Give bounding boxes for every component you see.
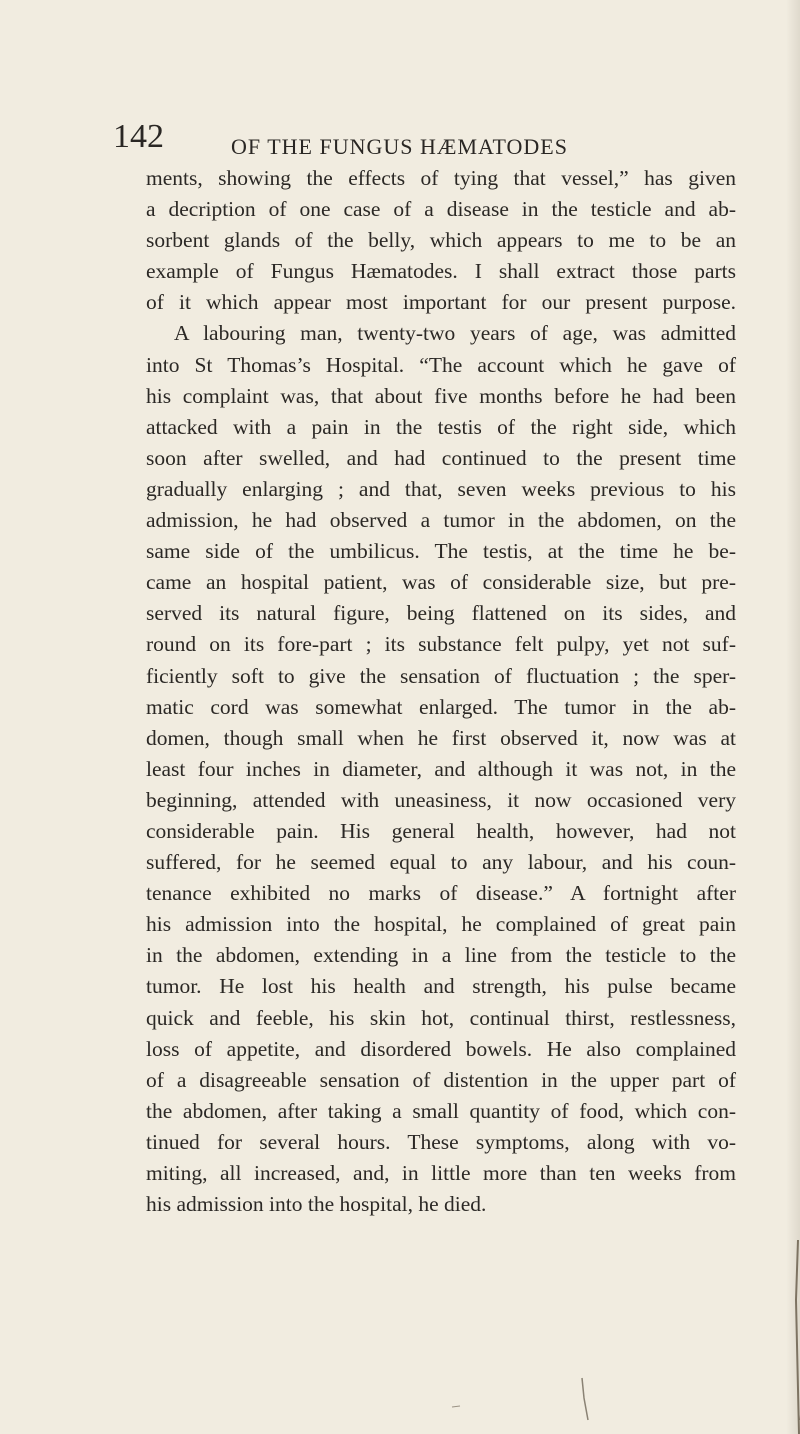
- page-number: 142: [113, 118, 164, 155]
- text-line: quick and feeble, his skin hot, continual thirst, restlessness,: [146, 1005, 736, 1030]
- text-line: domen, though small when he first observed it, now was at: [146, 725, 736, 750]
- text-line: a decription of one case of a disease in the testicle and ab-: [146, 197, 736, 222]
- text-line: his admission into the hospital, he died.: [146, 1192, 487, 1217]
- text-line: tenance exhibited no marks of disease.” A fortnight after: [146, 881, 736, 906]
- text-line: in the abdomen, extending in a line from the testicle to the: [146, 943, 736, 968]
- stray-mark: [582, 1378, 588, 1420]
- text-line: of it which appear most important for our present purpose.: [146, 290, 736, 315]
- text-line: the abdomen, after taking a small quantity of food, which con-: [146, 1098, 736, 1123]
- text-line: round on its fore-part ; its substance felt pulpy, yet not suf-: [146, 632, 736, 657]
- edge-mark-1: [796, 1240, 799, 1434]
- text-line: of a disagreeable sensation of distention in the upper part of: [146, 1067, 736, 1092]
- text-line: example of Fungus Hæmatodes. I shall extract those parts: [146, 259, 736, 284]
- text-line: tinued for several hours. These symptoms, along with vo-: [146, 1129, 736, 1154]
- text-line: soon after swelled, and had continued to the present time: [146, 445, 736, 470]
- text-line: sorbent glands of the belly, which appears to me to be an: [146, 228, 736, 253]
- running-title: OF THE FUNGUS HÆMATODES: [231, 134, 568, 159]
- text-line: attacked with a pain in the testis of the right side, which: [146, 414, 736, 439]
- text-line: came an hospital patient, was of considerable size, but pre-: [146, 570, 736, 595]
- text-line: his admission into the hospital, he complained of great pain: [146, 912, 736, 937]
- text-line: tumor. He lost his health and strength, his pulse became: [146, 974, 736, 999]
- text-line: miting, all increased, and, in little more than ten weeks from: [146, 1161, 736, 1185]
- text-line: suffered, for he seemed equal to any labour, and his coun-: [146, 850, 736, 875]
- text-line: gradually enlarging ; and that, seven weeks previous to his: [146, 476, 736, 501]
- text-line: into St Thomas’s Hospital. “The account which he gave of: [146, 352, 736, 377]
- text-line: same side of the umbilicus. The testis, at the time he be-: [146, 539, 736, 564]
- text-line: ments, showing the effects of tying that vessel,” has given: [146, 166, 736, 190]
- text-line: his complaint was, that about five months before he had been: [146, 383, 736, 408]
- text-line: ficiently soft to give the sensation of fluctuation ; the sper-: [146, 663, 736, 688]
- text-line: served its natural figure, being flattened on its sides, and: [146, 601, 736, 626]
- text-line: beginning, attended with uneasiness, it now occasioned very: [146, 787, 736, 812]
- text-line: considerable pain. His general health, however, had not: [146, 818, 736, 843]
- text-line: admission, he had observed a tumor in the abdomen, on the: [146, 508, 736, 533]
- stray-dash: [452, 1406, 460, 1407]
- text-line: loss of appetite, and disordered bowels. He also complained: [146, 1036, 736, 1061]
- text-line: A labouring man, twenty-two years of age, was admitted: [174, 321, 736, 346]
- text-line: least four inches in diameter, and although it was not, in the: [146, 756, 736, 781]
- text-line: matic cord was somewhat enlarged. The tumor in the ab-: [146, 694, 736, 719]
